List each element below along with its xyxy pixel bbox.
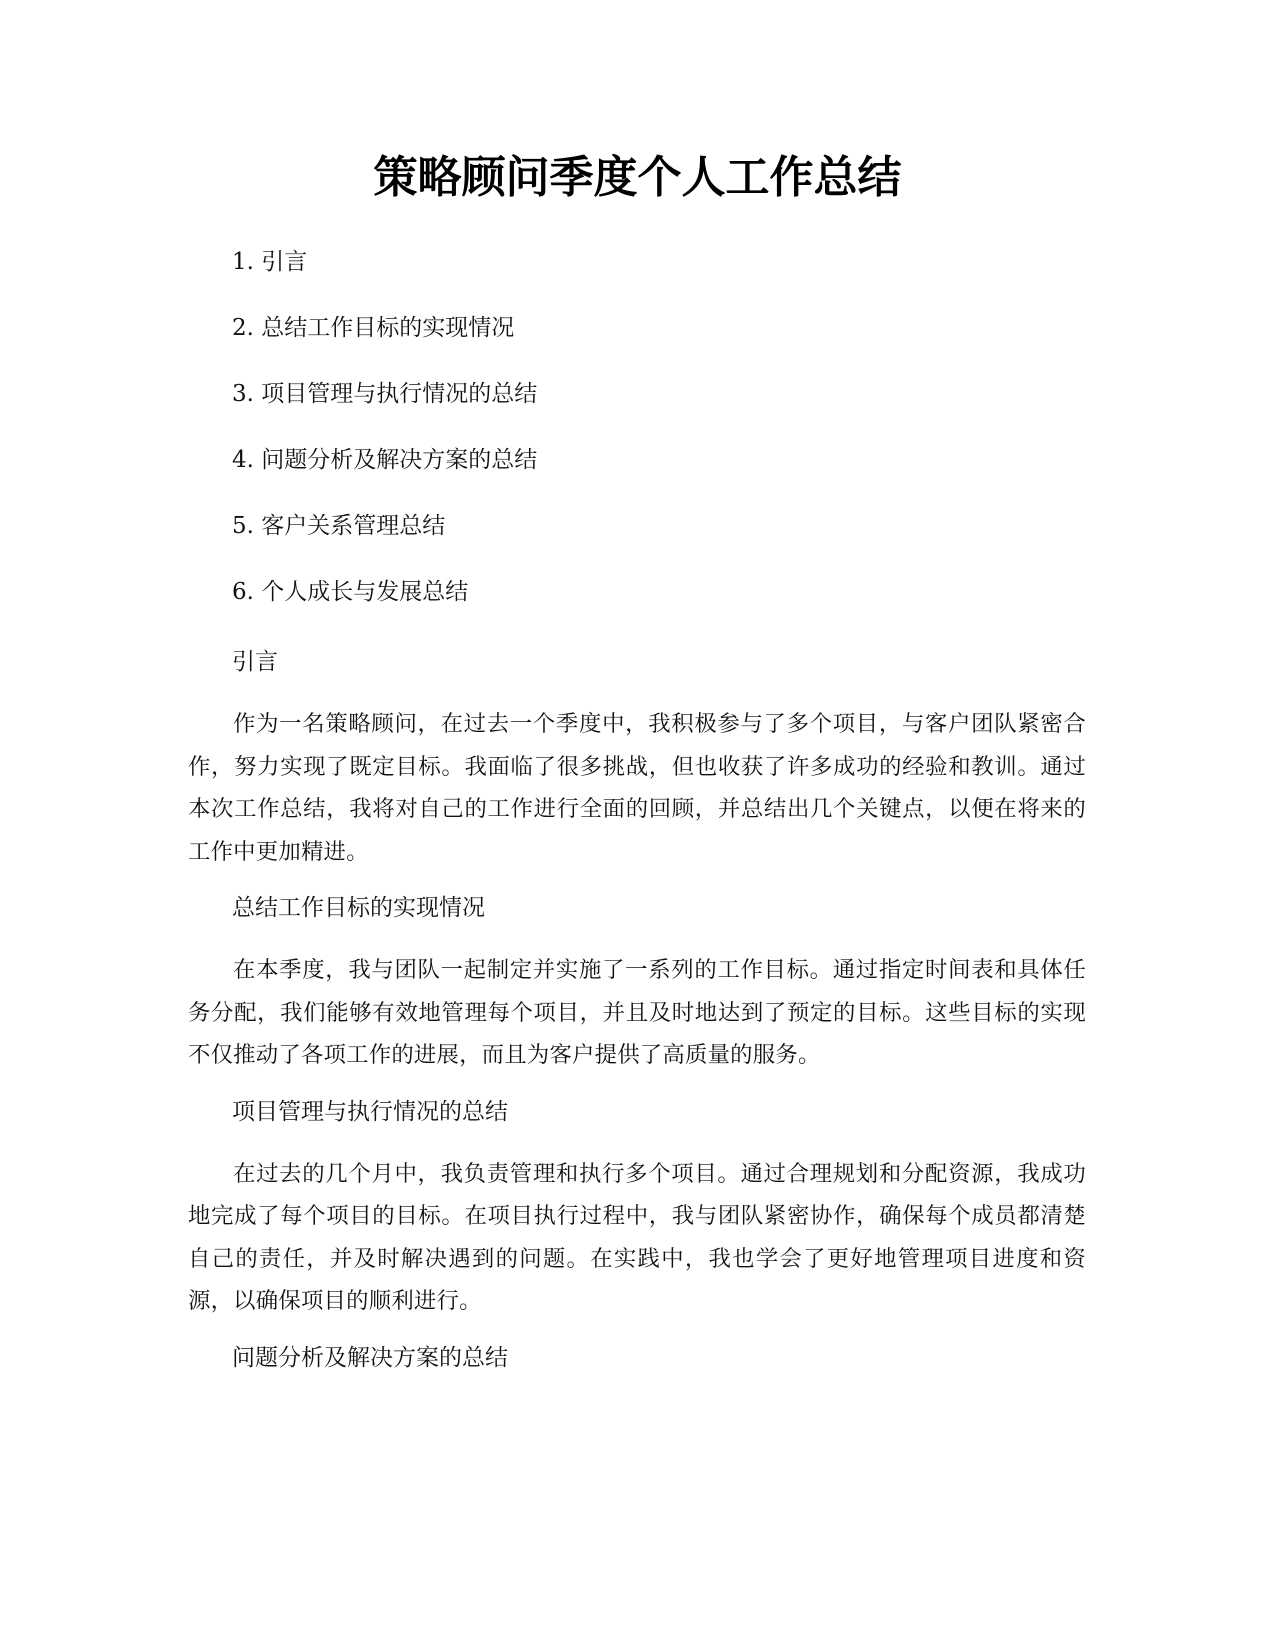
section-paragraph: 作为一名策略顾问，在过去一个季度中，我积极参与了多个项目，与客户团队紧密合作，努力实现了既定目标。我面临了很多挑战，但也收获了许多成功的经验和教训。通过本次工作总结，我将对自己的工作进行全面的回顾，并总结出几个关键点，以便在将来的工作中更加精进。 xyxy=(188,711,1086,865)
document-title: 策略顾问季度个人工作总结 xyxy=(373,152,902,203)
toc-item: 3. 项目管理与执行情况的总结 xyxy=(232,381,538,407)
section-heading: 问题分析及解决方案的总结 xyxy=(232,1344,508,1371)
toc-item: 5. 客户关系管理总结 xyxy=(232,513,446,539)
toc-item: 4. 问题分析及解决方案的总结 xyxy=(232,447,538,473)
section-heading: 总结工作目标的实现情况 xyxy=(232,895,485,921)
document-body xyxy=(188,648,1086,1399)
toc-item: 6. 个人成长与发展总结 xyxy=(232,579,469,605)
section-heading: 引言 xyxy=(232,649,278,675)
section-heading: 项目管理与执行情况的总结 xyxy=(232,1098,508,1125)
section-paragraph: 在过去的几个月中，我负责管理和执行多个项目。通过合理规划和分配资源，我成功地完成了每个项目的目标。在项目执行过程中，我与团队紧密协作，确保每个成员都清楚自己的责任，并及时解决遇到的问题。在实践中，我也学会了更好地管理项目进度和资源，以确保项目的顺利进行。 xyxy=(188,1160,1086,1314)
table-of-contents xyxy=(232,248,537,644)
toc-item: 2. 总结工作目标的实现情况 xyxy=(232,315,515,341)
section-paragraph: 在本季度，我与团队一起制定并实施了一系列的工作目标。通过指定时间表和具体任务分配，我们能够有效地管理每个项目，并且及时地达到了预定的目标。这些目标的实现不仅推动了各项工作的进展，而且为客户提供了高质量的服务。 xyxy=(188,957,1086,1068)
toc-item: 1. 引言 xyxy=(232,249,308,275)
